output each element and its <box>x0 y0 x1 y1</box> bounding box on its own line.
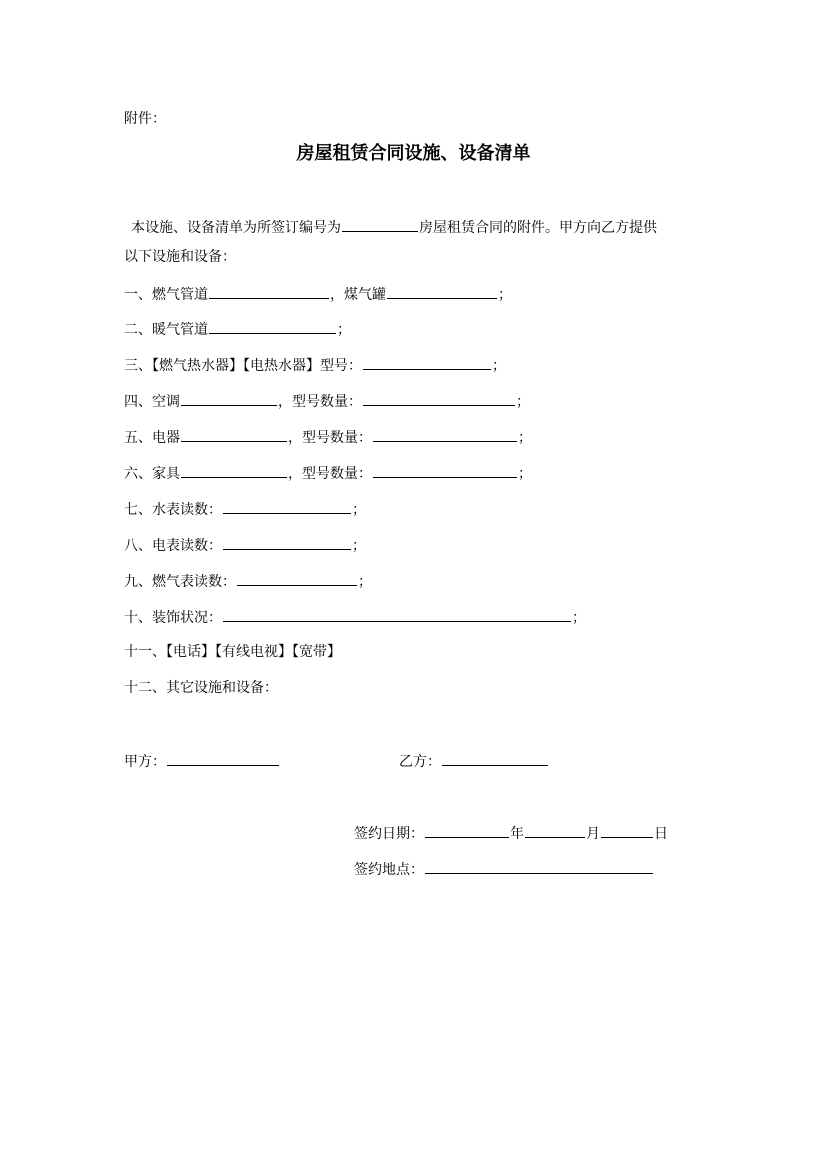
document-title: 房屋租赁合同设施、设备清单 <box>296 143 531 164</box>
item-7-label: 七、水表读数： <box>124 502 222 518</box>
appliance-blank[interactable] <box>181 427 287 442</box>
item-6 <box>124 463 532 483</box>
item-1 <box>124 284 512 304</box>
item-10-end: ； <box>572 610 586 626</box>
item-5-label: 五、电器 <box>124 430 180 446</box>
item-8 <box>124 535 366 555</box>
year-blank[interactable] <box>425 823 509 838</box>
item-1-mid: ，煤气罐 <box>330 287 386 303</box>
item-6-end: ； <box>518 466 532 482</box>
item-9 <box>124 571 372 591</box>
air-conditioner-model-blank[interactable] <box>363 391 515 406</box>
gas-pipe-blank[interactable] <box>209 284 329 299</box>
month-label: 月 <box>586 826 600 842</box>
item-5 <box>124 427 532 447</box>
signing-date-label: 签约日期： <box>354 826 424 842</box>
item-8-label: 八、电表读数： <box>124 538 222 554</box>
item-6-label: 六、家具 <box>124 466 180 482</box>
attachment-label <box>124 110 166 128</box>
air-conditioner-blank[interactable] <box>181 391 277 406</box>
year-label: 年 <box>510 826 524 842</box>
item-9-end: ； <box>358 574 372 590</box>
intro-line-1 <box>131 217 657 237</box>
item-11: 十一、【电话】【有线电视】【宽带】 <box>124 644 341 660</box>
party-b-blank[interactable] <box>442 751 548 766</box>
intro-prefix: 本设施、设备清单为所签订编号为 <box>131 220 341 236</box>
water-meter-blank[interactable] <box>223 499 351 514</box>
item-2-end: ； <box>337 322 351 338</box>
item-6-mid: ，型号数量： <box>288 466 372 482</box>
furniture-model-blank[interactable] <box>373 463 517 478</box>
heating-pipe-blank[interactable] <box>209 319 336 334</box>
appliance-model-blank[interactable] <box>373 427 517 442</box>
item-1-label: 一、燃气管道 <box>124 287 208 303</box>
party-a-blank[interactable] <box>167 751 279 766</box>
item-2 <box>124 319 351 339</box>
furniture-blank[interactable] <box>181 463 287 478</box>
intro-line-2: 以下设施和设备： <box>124 249 236 265</box>
item-7 <box>124 499 366 519</box>
item-9-label: 九、燃气表读数： <box>124 574 236 590</box>
day-blank[interactable] <box>601 823 653 838</box>
item-8-end: ； <box>352 538 366 554</box>
party-a-label: 甲方： <box>124 754 166 770</box>
item-4 <box>124 391 530 411</box>
item-4-mid: ，型号数量： <box>278 394 362 410</box>
item-4-label: 四、空调 <box>124 394 180 410</box>
signing-place-blank[interactable] <box>425 859 653 874</box>
item-5-mid: ，型号数量： <box>288 430 372 446</box>
item-10-label: 十、装饰状况： <box>124 610 222 626</box>
item-5-end: ； <box>518 430 532 446</box>
item-2-label: 二、暖气管道 <box>124 322 208 338</box>
gas-meter-blank[interactable] <box>237 571 357 586</box>
item-3-end: ； <box>492 358 506 374</box>
signing-place-label: 签约地点： <box>354 862 424 878</box>
contract-number-blank[interactable] <box>342 217 418 232</box>
signing-date <box>354 823 668 843</box>
electric-meter-blank[interactable] <box>223 535 351 550</box>
party-b-signature <box>399 751 549 771</box>
month-blank[interactable] <box>525 823 585 838</box>
item-10 <box>124 607 586 627</box>
item-4-end: ； <box>516 394 530 410</box>
item-3 <box>124 355 506 375</box>
water-heater-model-blank[interactable] <box>363 355 491 370</box>
item-7-end: ； <box>352 502 366 518</box>
decoration-status-blank[interactable] <box>223 607 571 622</box>
item-12: 十二、其它设施和设备： <box>124 680 278 696</box>
item-3-label: 三、【燃气热水器】【电热水器】型号： <box>124 358 362 374</box>
intro-suffix: 房屋租赁合同的附件。甲方向乙方提供 <box>419 220 657 236</box>
gas-tank-blank[interactable] <box>387 284 497 299</box>
attachment-label-text: 附件： <box>124 111 166 127</box>
party-a-signature <box>124 751 280 771</box>
signing-place <box>354 859 654 879</box>
item-1-end: ； <box>498 287 512 303</box>
party-b-label: 乙方： <box>399 754 441 770</box>
day-label: 日 <box>654 826 668 842</box>
